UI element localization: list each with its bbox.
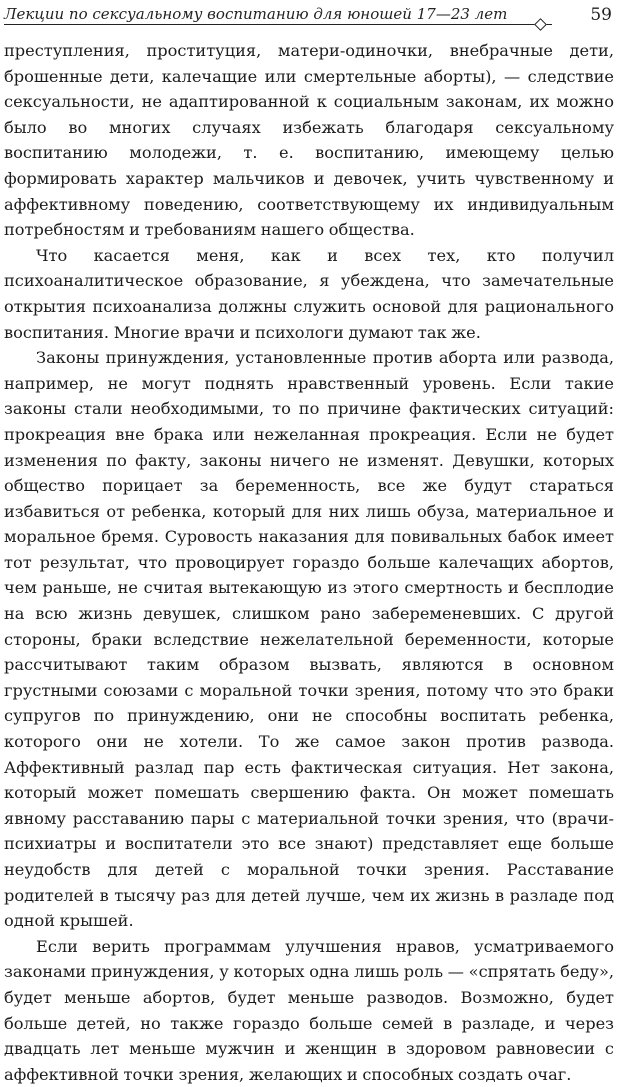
running-head — [4, 2, 616, 32]
paragraph: Если верить программам улучшения нравов, усматриваемого законами принуждения, у которых одна лишь роль — «спрятать беду», будет меньше абортов, будет меньше разводов. Возможно, будет больше детей, но также гораздо больше семей в разладе, и через двадцать лет меньше мужчин и женщин в здоровом равновесии с аффективной точки зрения, желающих и способных создать очаг. — [4, 936, 614, 1084]
paragraph-continued: преступления, проституция, матери-одиночки, внебрачные дети, брошенные дети, калечащие или смертельные аборты), — следствие сексуальности, не адаптированной к социальным законам, их можно было во многих случаях избежать благодаря сексуальному воспитанию молодежи, т. е. воспитанию, имеющему целью формировать характер мальчиков и девочек, учить чувственному и аффективному поведению, соответствующему их индивидуальным потребностям и требованиям нашего общества. — [4, 41, 614, 240]
body-text — [4, 38, 614, 1087]
diamond-ornament-icon — [534, 18, 547, 31]
paragraph: Законы принуждения, установленные против аборта или развода, например, не могут поднять нравственный уровень. Если такие законы стали необходимыми, то по причине фактических ситуаций: прокреация вне брака или нежеланная прокреация. Если не будет изменения по факту, законы ничего не изменят. Девушки, которых общество порицает за беременность, все же будут стараться избавиться от ребенка, который для них лишь обуза, материальное и моральное бремя. Суровость наказания для повивальных бабок имеет тот результат, что провоцирует гораздо больше калечащих абортов, чем раньше, не считая вытекающую из этого смертность и бесплодие на всю жизнь девушек, слишком рано забеременевших. С другой стороны, браки вследствие нежелательной беременности, которые рассчитывают таким образом вызвать, являются в основном грустными союзами с моральной точки зрения, потому что это браки супругов по принуждению, они не способны воспитать ребенка, которого они не хотели. То же самое закон против развода. Аффективный разлад пар есть фактическая ситуация. Нет закона, который может помешать свершению факта. Он может помешать явному расставанию пары с материальной точки зрения, что (врачи-психиатры и воспитатели это все знают) представляет еще больше неудобств для детей с моральной точки зрения. Расставание родителей в тысячу раз для детей лучше, чем их жизнь в разладе под одной крышей. — [4, 348, 614, 931]
running-head-rule — [4, 24, 552, 25]
running-head-title: Лекции по сексуальному воспитанию для юношей 17—23 лет — [4, 5, 508, 23]
paragraph: Что касается меня, как и всех тех, кто получил психоаналитическое образование, я убеждена, что замечательные открытия психоанализа должны служить основой для рационального воспитания. Многие врачи и психологи думают так же. — [4, 245, 614, 342]
page-number: 59 — [590, 5, 612, 25]
